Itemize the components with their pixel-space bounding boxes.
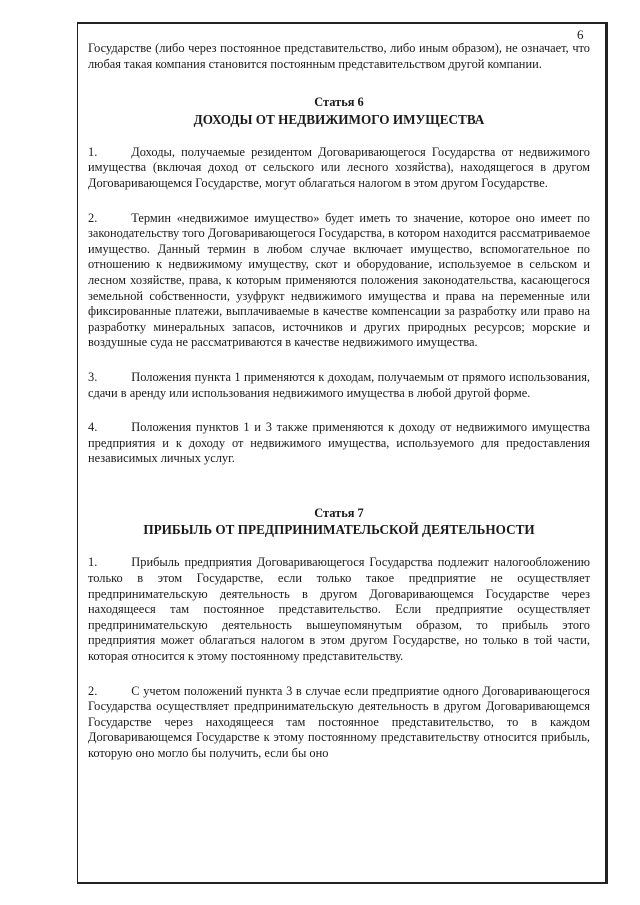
article-6-title: ДОХОДЫ ОТ НЕДВИЖИМОГО ИМУЩЕСТВА <box>193 111 485 127</box>
paragraph-number: 2. <box>88 683 98 698</box>
article-6-paragraph <box>88 145 590 192</box>
intro-paragraph: Государстве (либо через постоянное представительство, либо иным образом), не означает, что любая такая компания становится постоянным представительством другой компании. <box>88 41 590 71</box>
paragraph-text: С учетом положений пункта 3 в случае если предприятие одного Договаривающегося Государства осуществляет предпринимательскую деятельность в другом Договаривающемся Государстве через находящееся там постоянное представительство, то в каждом Договаривающемся Государстве к этому постоянному представительству относится прибыль, которую оно могло бы получить, если бы оно <box>88 683 590 760</box>
paragraph-number: 3. <box>88 369 98 384</box>
article-6-paragraph <box>88 420 590 467</box>
page-number: 6 <box>577 27 584 42</box>
paragraph-number: 1. <box>88 144 98 159</box>
paragraph-text: Прибыль предприятия Договаривающегося Государства подлежит налогообложению только в этом Государстве, если только такое предприятие не осуществляет предпринимательскую деятельность в другом Договаривающемся Государстве через находящееся там постоянное представительство. Если предприятие осуществляет предпринимательскую деятельность вышеупомянутым образом, то прибыль этого предприятия может облагаться налогом в этом другом Государстве, но только в той части, которая относится к этому постоянному представительству. <box>88 555 590 664</box>
paragraph-number: 4. <box>88 420 98 435</box>
article-7-title: ПРИБЫЛЬ ОТ ПРЕДПРИНИМАТЕЛЬСКОЙ ДЕЯТЕЛЬНОСТИ <box>143 522 535 538</box>
paragraph-text: Положения пункта 1 применяются к доходам, получаемым от прямого использования, сдачи в аренду или использования недвижимого имущества в любой другой форме. <box>88 369 590 400</box>
section-spacer <box>88 486 590 506</box>
article-7-paragraph <box>88 555 590 664</box>
article-6-paragraph <box>88 370 590 401</box>
paragraph-text: Доходы, получаемые резидентом Договаривающегося Государства от недвижимого имущества (включая доход от сельского или лесного хозяйства), находящегося в другом Договаривающемся Государстве, могут облагаться налогом в этом другом Государстве. <box>88 144 590 190</box>
article-6-number: Статья 6 <box>314 95 364 110</box>
article-7 <box>88 506 590 762</box>
article-6-paragraph <box>88 211 590 351</box>
article-7-number: Статья 7 <box>314 505 364 520</box>
article-7-paragraph <box>88 684 590 762</box>
article-6 <box>88 95 590 467</box>
paragraph-number: 1. <box>88 555 98 570</box>
document-body <box>88 41 590 781</box>
paragraph-text: Положения пунктов 1 и 3 также применяются к доходу от недвижимого имущества предприятия и к доходу от недвижимого имущества, используемого для предоставления независимых личных услуг. <box>88 420 590 466</box>
paragraph-number: 2. <box>88 210 98 225</box>
paragraph-text: Термин «недвижимое имущество» будет иметь то значение, которое оно имеет по законодательству того Договаривающегося Государства, в котором находится рассматриваемое имущество. Данный термин в любом случае включает имущество, вспомогательное по отношению к недвижимому имуществу, скот и оборудование, используемое в сельском и лесном хозяйстве, права, к которым применяются положения законодательства, касающегося земельной собственности, узуфрукт недвижимого имущества и права на переменные или фиксированные платежи, выплачиваемые в качестве компенсации за разработку или право на разработку минеральных запасов, источников и других природных ресурсов; морские и воздушные суда не рассматриваются в качестве недвижимого имущества. <box>88 210 590 350</box>
